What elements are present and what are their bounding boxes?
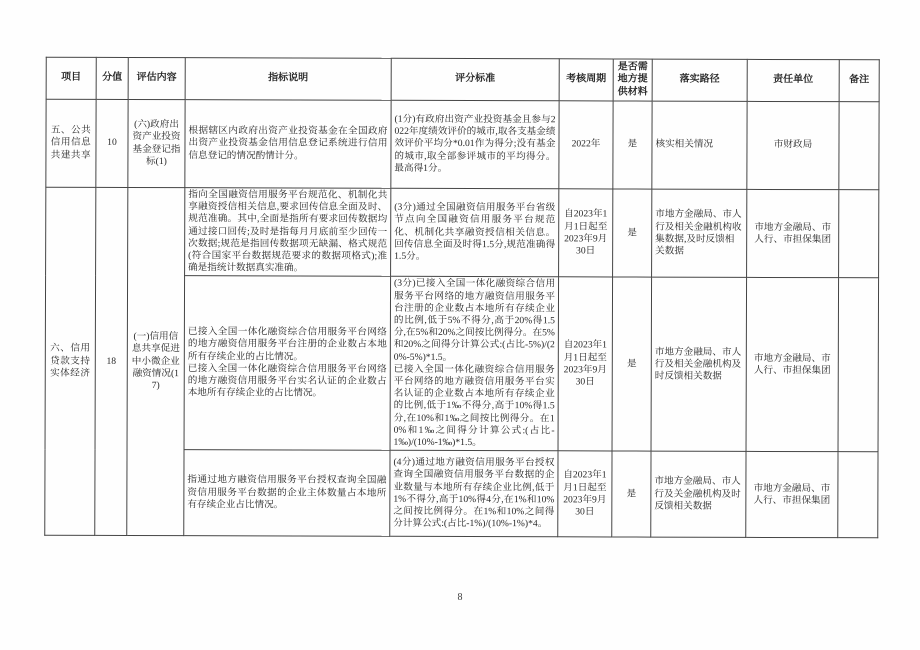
cell-unit: 市财政局 <box>747 101 839 189</box>
header-content: 评估内容 <box>128 57 185 99</box>
cell-note <box>839 190 879 279</box>
cell-score: 18 <box>95 187 128 535</box>
header-path: 落实路径 <box>652 59 747 101</box>
header-unit: 责任单位 <box>747 59 839 101</box>
cell-note <box>839 102 879 190</box>
table-row <box>46 187 879 278</box>
header-criteria: 评分标准 <box>391 58 559 101</box>
cell-criteria: (4分)通过地方融资信用服务平台授权查询全国融资信用服务平台数据的企业数量与本地所有存续企业比例,低于1%不得分,高于10%得4分,在1%和10%之间按比例得分。在1%和10%之间得分计算公式:(占比-1%)/(10%-1%)*4。 <box>390 451 558 538</box>
header-score: 分值 <box>96 57 128 99</box>
cell-project: 五、公共信用信息共建共享 <box>46 99 96 187</box>
cell-unit: 市地方金融局、市人行、市担保集团 <box>746 452 838 538</box>
cell-unit: 市地方金融局、市人行、市担保集团 <box>747 189 839 278</box>
cell-path: 市地方金融局、市人行及关金融机构及时反馈相关数据 <box>651 451 746 537</box>
cell-path: 核实相关情况 <box>652 101 747 189</box>
cell-period: 2022年 <box>559 101 613 189</box>
cell-score: 10 <box>96 99 128 187</box>
cell-content: (一)信用信息共享促进中小微企业融资情况(17) <box>127 187 185 535</box>
cell-period: 自2023年1月1日起至2023年9月30日 <box>558 451 612 537</box>
cell-note <box>838 452 878 538</box>
cell-material: 是 <box>613 189 652 278</box>
header-indicator: 指标说明 <box>185 58 391 101</box>
cell-unit: 市地方金融局、市人行、市担保集团 <box>746 278 839 452</box>
cell-period: 自2023年1月1日起至2023年9月30日 <box>559 189 613 278</box>
table-header-row <box>46 57 879 102</box>
cell-indicator: 已接入全国一体化融资综合信用服务平台网络的地方融资信用服务平台注册的企业数占本地所有存续企业的占比情况。 已接入全国一体化融资综合信用服务平台网络的地方融资信用服务平台实名认证的企业数占本地所有存续企业的占比情况。 <box>184 276 391 450</box>
cell-period: 自2023年1月1日起至2023年9月30日 <box>558 277 613 451</box>
table-row <box>46 99 879 190</box>
page-number: 8 <box>457 592 463 603</box>
header-note: 备注 <box>839 60 879 102</box>
cell-criteria: (1分)有政府出资产业投资基金且参与2022年度绩效评价的城市,取各支基金绩效评价平均分*0.01作为得分;没有基金的城市,取全部参评城市的平均得分。最高得1分。 <box>391 100 559 189</box>
cell-indicator: 指向全国融资信用服务平台规范化、机制化共享融资授信相关信息,要求回传信息全面及时、规范准确。其中,全面是指所有要求回传数据均通过接口回传;及时是指每月月底前至少回传一次数据;规范是指回传数据项无缺漏、格式规范(符合国家平台数据规范要求的数据项格式);准确是指统计数据真实准确。 <box>185 188 391 277</box>
cell-material: 是 <box>612 277 652 451</box>
cell-criteria: (3分)已接入全国一体化融资综合信用服务平台网络的地方融资信用服务平台注册的企业数占本地所有存续企业的比例,低于5%不得分,高于20%得1.5分,在5%和20%之间按比例得分。在5%和20%之间得分计算公式:(占比-5%)/(20%-5%)*1.5。 已接入全国一体化融资综合信用服务平台网络的地方融资信用服务平台实名认证的企业数占本地所有存续企业的比例,低于1‰不得分,高于10%得1.5分,在10%和1‰之间按比例得分。在10%和1‰之间得分计算公式:(占比-1‰)/(10%-1‰)*1.5。 <box>390 277 559 451</box>
cell-path: 市地方金融局、市人行及相关金融机构及时反馈相关数据 <box>651 278 747 452</box>
header-project: 项目 <box>46 57 96 99</box>
cell-project: 六、信用贷款支持实体经济 <box>45 187 96 535</box>
header-period: 考核周期 <box>559 59 613 101</box>
cell-indicator: 指通过地方融资信用服务平台授权查询全国融资信用服务平台数据的企业主体数量占本地所有存续企业占比情况。 <box>184 450 390 537</box>
cell-criteria: (3分)通过全国融资信用服务平台省级节点向全国融资信用服务平台规范化、机制化共享融资授信相关信息。回传信息全面及时得1.5分,规范准确得1.5分。 <box>391 188 559 277</box>
cell-material: 是 <box>612 451 651 537</box>
cell-material: 是 <box>613 101 652 189</box>
cell-content: (六)政府出资产业投资基金登记指标(1) <box>128 99 185 187</box>
header-material: 是否需地方提供材料 <box>613 59 652 101</box>
evaluation-table <box>44 57 880 539</box>
cell-path: 市地方金融局、市人行及相关金融机构收集数据,及时反馈相关数据 <box>652 189 747 278</box>
cell-note <box>838 278 879 452</box>
cell-indicator: 根据辖区内政府出资产业投资基金在全国政府出资产业投资基金信用信息登记系统进行信用信息登记的情况酌情计分。 <box>185 100 391 189</box>
